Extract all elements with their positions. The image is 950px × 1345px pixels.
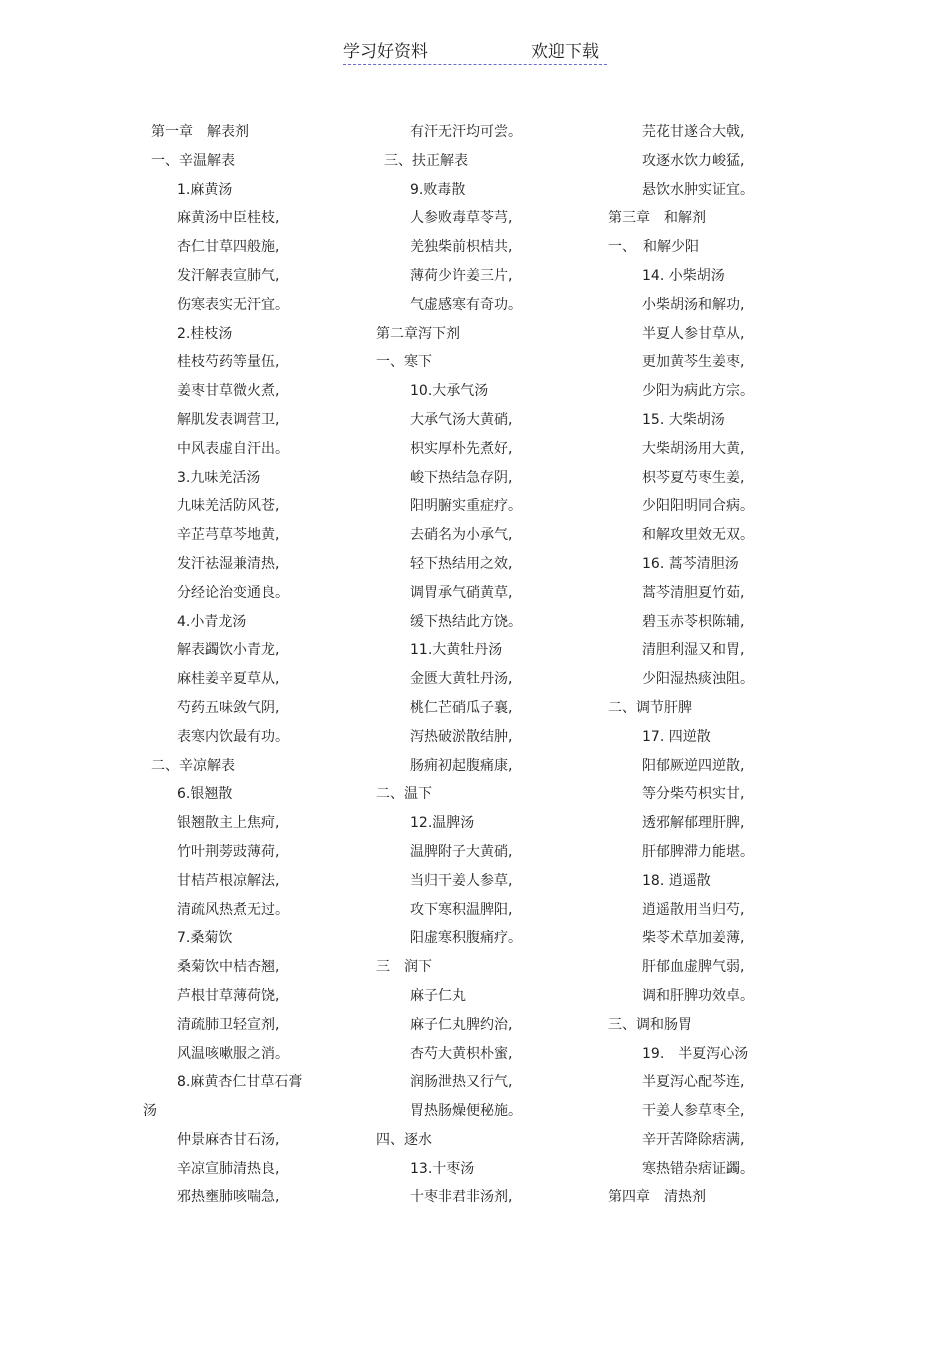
- text-line: 18. 逍遥散: [642, 872, 711, 889]
- text-line: 11.大黄牡丹汤: [410, 642, 503, 659]
- text-line: 肝郁血虚脾气弱,: [642, 959, 745, 976]
- text-line: 等分柴芍枳实甘,: [642, 786, 745, 803]
- text-line: 解表蠲饮小青龙,: [177, 642, 280, 659]
- text-line: 麻子仁丸: [410, 987, 466, 1004]
- text-line: 和解攻里效无双。: [642, 527, 754, 544]
- text-line: 人参败毒草苓芎,: [410, 210, 513, 227]
- text-line: 更加黄芩生姜枣,: [642, 354, 745, 371]
- text-line: 汤: [143, 1103, 157, 1120]
- text-line: 少阳阳明同合病。: [642, 498, 754, 515]
- text-line: 10.大承气汤: [410, 383, 489, 400]
- text-line: 二、调节肝脾: [608, 699, 692, 716]
- text-line: 仲景麻杏甘石汤,: [177, 1131, 280, 1148]
- text-line: 十枣非君非汤剂,: [410, 1189, 513, 1206]
- text-line: 辛凉宣肺清热良,: [177, 1160, 280, 1177]
- text-line: 表寒内饮最有功。: [177, 728, 289, 745]
- text-line: 14. 小柴胡汤: [642, 267, 725, 284]
- text-line: 发汗解表宣肺气,: [177, 267, 280, 284]
- text-line: 9.败毒散: [410, 181, 466, 198]
- text-line: 1.麻黄汤: [177, 181, 233, 198]
- text-line: 九味羌活防风苍,: [177, 498, 280, 515]
- text-line: 攻逐水饮力峻猛,: [642, 152, 745, 169]
- text-line: 逍遥散用当归芍,: [642, 901, 745, 918]
- text-line: 半夏泻心配芩连,: [642, 1074, 745, 1091]
- text-line: 一、 和解少阳: [608, 239, 699, 256]
- text-line: 3.九味羌活汤: [177, 469, 261, 486]
- text-line: 芦根甘草薄荷饶,: [177, 987, 280, 1004]
- text-line: 清疏风热煮无过。: [177, 901, 289, 918]
- text-line: 第二章泻下剂: [376, 325, 460, 342]
- text-line: 有汗无汗均可尝。: [410, 124, 522, 140]
- text-line: 蒿芩清胆夏竹茹,: [642, 584, 745, 601]
- text-line: 干姜人参草枣全,: [642, 1103, 745, 1120]
- text-line: 当归干姜人参草,: [410, 872, 513, 889]
- text-line: 三 润下: [376, 959, 432, 976]
- text-line: 第一章 解表剂: [151, 124, 249, 140]
- text-line: 辛开苦降除痞满,: [642, 1131, 745, 1148]
- text-line: 4.小青龙汤: [177, 613, 247, 630]
- text-line: 轻下热结用之效,: [410, 555, 513, 572]
- text-line: 竹叶荆蒡豉薄荷,: [177, 843, 280, 860]
- text-line: 透邪解郁理肝脾,: [642, 815, 745, 832]
- text-line: 19. 半夏泻心汤: [642, 1045, 749, 1062]
- text-line: 清胆利湿又和胃,: [642, 642, 745, 659]
- text-line: 邪热壅肺咳喘急,: [177, 1189, 280, 1206]
- text-line: 三、调和肠胃: [608, 1016, 692, 1033]
- text-line: 阳虚寒积腹痛疗。: [410, 930, 522, 947]
- text-line: 7.桑菊饮: [177, 930, 233, 947]
- text-line: 大承气汤大黄硝,: [410, 411, 513, 428]
- text-line: 桑菊饮中桔杏翘,: [177, 959, 280, 976]
- text-line: 肠痈初起腹痛康,: [410, 757, 513, 774]
- text-line: 第三章 和解剂: [608, 210, 706, 227]
- text-line: 中风表虚自汗出。: [177, 440, 289, 457]
- text-line: 碧玉赤苓枳陈辅,: [642, 613, 745, 630]
- text-line: 8.麻黄杏仁甘草石膏: [177, 1074, 303, 1091]
- text-line: 寒热错杂痞证蠲。: [642, 1160, 754, 1177]
- text-line: 发汗祛湿兼清热,: [177, 555, 280, 572]
- text-line: 17. 四逆散: [642, 728, 711, 745]
- text-line: 柴苓术草加姜薄,: [642, 930, 745, 947]
- text-line: 阳郁厥逆四逆散,: [642, 757, 745, 774]
- text-line: 6.银翘散: [177, 786, 233, 803]
- text-line: 二、辛凉解表: [151, 757, 235, 774]
- text-line: 攻下寒积温脾阳,: [410, 901, 513, 918]
- text-line: 姜枣甘草微火煮,: [177, 383, 280, 400]
- text-line: 四、逐水: [376, 1131, 432, 1148]
- text-line: 枳实厚朴先煮好,: [410, 440, 513, 457]
- text-line: 风温咳嗽服之消。: [177, 1045, 289, 1062]
- text-line: 缓下热结此方饶。: [410, 613, 522, 630]
- text-line: 三、扶正解表: [384, 152, 468, 169]
- text-line: 麻黄汤中臣桂枝,: [177, 210, 280, 227]
- text-line: 少阳为病此方宗。: [642, 383, 754, 400]
- text-line: 去硝名为小承气,: [410, 527, 513, 544]
- text-line: 大柴胡汤用大黄,: [642, 440, 745, 457]
- text-line: 小柴胡汤和解功,: [642, 296, 745, 313]
- text-line: 杏仁甘草四般施,: [177, 239, 280, 256]
- text-line: 解肌发表调营卫,: [177, 411, 280, 428]
- text-line: 调胃承气硝黄草,: [410, 584, 513, 601]
- text-line: 分经论治变通良。: [177, 584, 289, 601]
- text-column-2: [376, 118, 616, 1212]
- text-line: 一、辛温解表: [151, 152, 235, 169]
- text-line: 阳明腑实重症疗。: [410, 498, 522, 515]
- text-line: 辛芷芎草芩地黄,: [177, 527, 280, 544]
- text-line: 2.桂枝汤: [177, 325, 233, 342]
- text-line: 麻桂姜辛夏草从,: [177, 671, 280, 688]
- text-line: 伤寒表实无汗宜。: [177, 296, 289, 313]
- text-line: 桂枝芍药等量伍,: [177, 354, 280, 371]
- text-line: 麻子仁丸脾约治,: [410, 1016, 513, 1033]
- text-line: 芍药五味敛气阴,: [177, 699, 280, 716]
- text-line: 温脾附子大黄硝,: [410, 843, 513, 860]
- text-line: 13.十枣汤: [410, 1160, 475, 1177]
- text-line: 16. 蒿芩清胆汤: [642, 555, 739, 572]
- text-column-1: [143, 118, 383, 1212]
- text-line: 枳芩夏芍枣生姜,: [642, 469, 745, 486]
- text-line: 胃热肠燥便秘施。: [410, 1103, 522, 1120]
- text-line: 杏芍大黄枳朴蜜,: [410, 1045, 513, 1062]
- text-column-3: [608, 118, 848, 1212]
- text-line: 二、温下: [376, 786, 432, 803]
- text-line: 12.温脾汤: [410, 815, 475, 832]
- header-left-text: 学习好资料: [343, 42, 428, 62]
- text-line: 薄荷少许姜三片,: [410, 267, 513, 284]
- text-line: 峻下热结急存阴,: [410, 469, 513, 486]
- text-line: 肝郁脾滞力能堪。: [642, 843, 754, 860]
- text-line: 少阳湿热痰浊阻。: [642, 671, 754, 688]
- text-line: 泻热破淤散结肿,: [410, 728, 513, 745]
- text-line: 气虚感寒有奇功。: [410, 296, 522, 313]
- text-line: 银翘散主上焦疴,: [177, 815, 280, 832]
- text-line: 第四章 清热剂: [608, 1189, 706, 1206]
- text-line: 一、寒下: [376, 354, 432, 371]
- text-line: 桃仁芒硝瓜子襄,: [410, 699, 513, 716]
- page-header: [343, 40, 607, 65]
- text-line: 调和肝脾功效卓。: [642, 987, 754, 1004]
- text-line: 清疏肺卫轻宣剂,: [177, 1016, 280, 1033]
- text-line: 芫花甘遂合大戟,: [642, 124, 745, 140]
- text-line: 羌独柴前枳桔共,: [410, 239, 513, 256]
- text-line: 15. 大柴胡汤: [642, 411, 725, 428]
- text-line: 甘桔芦根凉解法,: [177, 872, 280, 889]
- text-line: 润肠泄热又行气,: [410, 1074, 513, 1091]
- text-line: 悬饮水肿实证宜。: [642, 181, 754, 198]
- text-line: 金匮大黄牡丹汤,: [410, 671, 513, 688]
- header-right-text: 欢迎下载: [531, 42, 599, 62]
- text-line: 半夏人参甘草从,: [642, 325, 745, 342]
